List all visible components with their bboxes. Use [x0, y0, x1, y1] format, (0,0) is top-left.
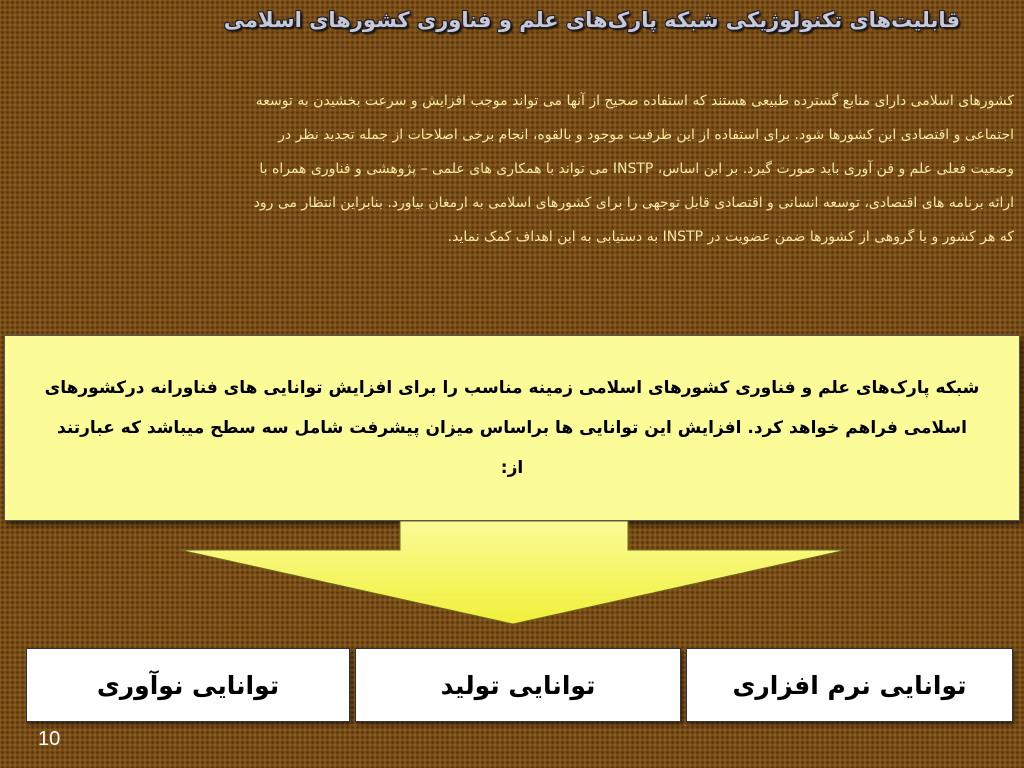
page-number: 10 — [38, 728, 61, 750]
capability-software: توانایی نرم افزاری — [686, 648, 1013, 722]
capability-innovation: توانایی نوآوری — [26, 648, 350, 722]
down-arrow-icon — [180, 521, 846, 625]
summary-line: شبکه پارک‌های علم و فناوری کشورهای اسلامی زمینه مناسب را برای افزایش توانایی های فناورانه درکشورهای — [44, 378, 980, 398]
capability-production: توانایی تولید — [355, 648, 681, 722]
intro-line: ارائه برنامه های اقتصادی، توسعه انسانی و اقتصادی قابل توجهی را برای کشورهای اسلامی به ارمغان بیاورد. بنابراین انتظار می رود — [253, 195, 1014, 211]
slide-title: قابلیت‌های تکنولوژیکی شبکه پارک‌های علم و فناوری کشورهای اسلامی — [223, 8, 960, 32]
intro-paragraph — [8, 84, 1014, 254]
intro-line: کشورهای اسلامی دارای منابع گسترده طبیعی هستند که استفاده صحیح از آنها می تواند موجب افزایش و سرعت بخشیدن به توسعه — [255, 93, 1014, 109]
intro-line: که هر کشور و یا گروهی از کشورها ضمن عضویت در INSTP به دستیابی به این اهداف کمک نماید. — [447, 229, 1014, 245]
intro-line: اجتماعی و اقتصادی این کشورها شود. برای استفاده از این ظرفیت موجود و بالقوه، انجام برخی اصلاحات از جمله تجدید نظر در — [278, 127, 1014, 143]
summary-box — [4, 335, 1020, 521]
summary-line: از: — [500, 458, 524, 478]
intro-line: وضعیت فعلی علم و فن آوری باید صورت گیرد. بر این اساس، INSTP می تواند با همکاری های علمی – پژوهشی و فناوری همراه با — [259, 161, 1014, 177]
summary-text — [33, 368, 992, 488]
summary-line: اسلامی فراهم خواهد کرد. افزایش این توانایی ها براساس میزان پیشرفت شامل سه سطح میباشد که عبارتند — [57, 418, 967, 438]
